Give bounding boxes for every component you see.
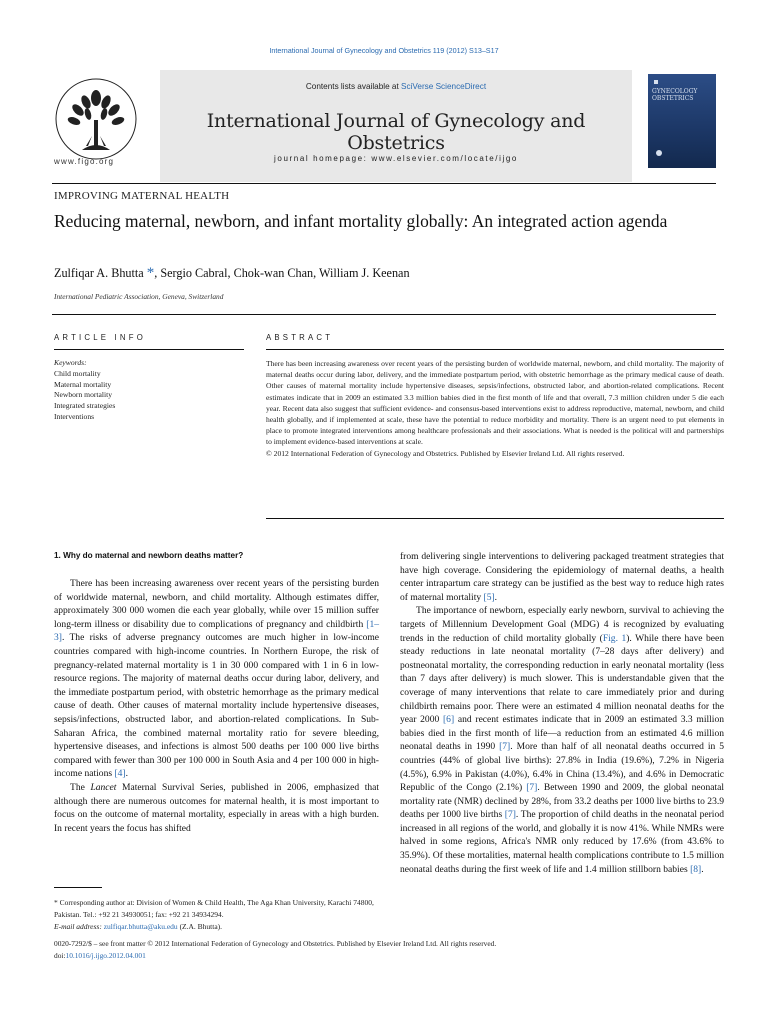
doi-line: doi:10.1016/j.ijgo.2012.04.001	[54, 950, 146, 960]
corresponding-author-footnote	[54, 897, 384, 932]
figo-url[interactable]: www.figo.org	[54, 157, 115, 166]
citation-link[interactable]: [7]	[504, 809, 516, 821]
section-1-heading: 1. Why do maternal and newborn deaths matter?	[54, 551, 244, 560]
abstract-copyright: © 2012 International Federation of Gynecology and Obstetrics. Published by Elsevier Ireland Ltd. All rights reserved.	[266, 448, 625, 458]
figure-link[interactable]: Fig. 1	[602, 632, 627, 644]
keyword-item: Child mortality	[54, 368, 101, 378]
left-column	[54, 577, 379, 835]
abstract-bottom-rule	[266, 518, 724, 519]
keyword-item: Integrated strategies	[54, 401, 116, 411]
keywords-label: Keywords:	[54, 358, 87, 367]
author-list	[54, 265, 410, 282]
running-head[interactable]: International Journal of Gynecology and Obstetrics 119 (2012) S13–S17	[269, 46, 499, 55]
contents-prefix: Contents lists available at	[305, 82, 402, 91]
journal-cover-thumbnail	[648, 74, 716, 168]
abstract-body	[266, 358, 724, 459]
other-authors: , Sergio Cabral, Chok-wan Chan, William J. Keenan	[154, 266, 410, 280]
corresponding-author-marker[interactable]: *	[146, 265, 155, 281]
paragraph: The importance of newborn, especially early newborn, survival to achieving the targets of Millennium Development Goal (MDG) 4 is recognized by evaluating trends in the reduction of child mortality globally (Fig. 1). While there have been steady reductions in late neonatal mortality (7–28 days after delivery) and postneonatal mortality, the corresponding reduction in early neonatal mortality (less than 7 days after delivery) is much slower. This is understandable given that the coverage of many interventions that relate to care immediately prior and during childbirth remains poor. There were an estimated 4 million neonatal deaths for the year 2000 [6] and recent estimates indicate that in 2009 an estimated 3.3 million babies died in the first month of life—a reduction from an estimated 4.6 million neonatal deaths in 1990 [7]. More than half of all neonatal deaths occurred in 5 countries (44% of global live births): 27.8% in India (19.6%), 7.2% in Nigeria (4.5%), 6.9% in Pakistan (4.0%), 6.4% in China (13.4%), and 4.6% in Democratic Republic of the Congo (2.1%) [7]. Between 1990 and 2009, the global neonatal mortality rate (NMR) declined by 28%, from 33.2 deaths per 1000 live births to 23.9 deaths per 1000 live births [7]. The proportion of child deaths in the neonatal period increased in all regions of the world, and globally it is now 41%. While NMRs were halved in some regions, Africa's NMR only reduced by 17.6% (from 43.6% to 35.9%). Of these mortalities, maternal health complications contribute to 1.5 million neonatal deaths during the first week of life and 1.4 million stillborn babies [8].	[400, 605, 725, 875]
keyword-item: Interventions	[54, 411, 95, 421]
cover-title: GYNECOLOGY OBSTETRICS	[652, 88, 698, 102]
contents-line	[160, 82, 632, 91]
abstract-rule	[266, 349, 724, 350]
keyword-item: Newborn mortality	[54, 390, 112, 400]
figo-tree-logo-icon	[52, 76, 140, 162]
paragraph: from delivering single interventions to delivering packaged treatment strategies that have high coverage. Considering the epidemiology of maternal deaths, a health center intrapartum care strategy can be justified as the best way to reduce high rates of maternal mortality [5].	[400, 551, 724, 603]
citation-link[interactable]: [1–3]	[54, 618, 379, 644]
section-label: IMPROVING MATERNAL HEALTH	[54, 190, 230, 202]
citation-link[interactable]: [5]	[483, 591, 495, 603]
journal-homepage	[160, 154, 632, 163]
citation-link[interactable]: [6]	[443, 714, 455, 726]
citation-link[interactable]: [4]	[114, 768, 126, 780]
doi-link[interactable]: 10.1016/j.ijgo.2012.04.001	[65, 950, 146, 960]
article-info-heading: ARTICLE INFO	[54, 333, 146, 342]
homepage-prefix: journal homepage:	[274, 154, 372, 163]
article-title: Reducing maternal, newborn, and infant mortality globally: An integrated action agenda	[54, 211, 668, 231]
right-column	[400, 550, 724, 876]
first-author: Zulfiqar A. Bhutta	[54, 266, 147, 280]
journal-title: International Journal of Gynecology and Obstetrics	[206, 110, 586, 154]
keywords-block	[54, 358, 115, 423]
abstract-heading: ABSTRACT	[266, 333, 334, 342]
cover-emblem	[656, 150, 662, 156]
footnote-line: * Corresponding author at: Division of Women & Child Health, The Aga Khan University, Karachi 74800, Pakistan. Tel.: +92 21 34930051; fax: +92 21 34934294.	[54, 898, 374, 919]
cover-mark	[654, 80, 658, 84]
header-rule	[52, 183, 716, 184]
abstract-text: There has been increasing awareness over recent years of the persisting burden of worldwide maternal, newborn, and child mortality. The majority of maternal deaths occur during labor, delivery, and the immediate postpartum period, with obstetric hemorrhage as the primary medical cause of death. Other causes of maternal mortality include hypertensive diseases, sepsis/infections, obstructed labor, and abortion-related complications. Recent estimates indicate that in 2009 an estimated 3.3 million babies died in the first month of life and that overall, 7.3 million children under 5 die each year. Recent data also suggest that sufficient evidence- and consensus-based interventions exist to address reproductive, maternal, newborn, and child health globally, and if implemented at scale, these have the potential to reduce morbidity and mortality. There is an urgent need to put elements in place to promote integrated interventions among healthcare professionals and their associations. What is needed is the political will and partnerships to implement evidence-based interventions at scale.	[266, 359, 724, 447]
author-email-link[interactable]: zulfiqar.bhutta@aku.edu	[103, 921, 178, 931]
keyword-item: Maternal mortality	[54, 379, 112, 389]
sciencedirect-link[interactable]: SciVerse ScienceDirect	[401, 82, 487, 91]
affiliation: International Pediatric Association, Geneva, Switzerland	[54, 292, 224, 301]
footnote-rule	[54, 887, 102, 888]
citation-link[interactable]: [7]	[526, 782, 538, 794]
paragraph: The Lancet Maternal Survival Series, published in 2006, emphasized that although there are numerous outcomes for maternal health, it is most important to focus on the outcome of maternal mortality, especially in areas with a high burden. In recent years the focus has shifted	[54, 781, 380, 834]
front-matter-line	[54, 938, 724, 961]
title-rule	[52, 314, 716, 315]
citation-link[interactable]: [7]	[499, 741, 511, 753]
issn-line: 0020-7292/$ – see front matter © 2012 International Federation of Gynecology and Obstetrics. Published by Elsevier Ireland Ltd. All rights reserved.	[54, 939, 497, 948]
article-info-rule	[54, 349, 244, 350]
paragraph: There has been increasing awareness over recent years of the persisting burden of worldwide maternal, newborn, and child mortality. Although estimates differ, approximately 300 000 women die each year globally, while over 15 million suffer long-term illness or disability due to complications of pregnancy and childbirth [1–3]. The risks of adverse pregnancy outcomes are much higher in low-income countries compared with high-income countries. In Northern Europe, the risk of pregnancy-related maternal mortality is 1 in 30 000 compared with 1 in 6 in low-resource regions. The majority of maternal deaths occur during labor, delivery, and the immediate postpartum period, with obstetric hemorrhage as the primary medical cause of death. Other causes of maternal mortality include hypertensive diseases, sepsis/infections, obstructed labor, and abortion-related complications. In Sub-Saharan Africa, the combined maternal mortality ratio for severe bleeding, hypertensive diseases, and infections is almost 500 deaths per 100 000 live births compared with fewer than 300 per 100 000 in South Asia and 4 per 100 000 in high-income nations [4].	[54, 578, 379, 780]
footnote-email-line: E-mail address: zulfiqar.bhutta@aku.edu (Z.A. Bhutta).	[54, 921, 223, 931]
homepage-url[interactable]: www.elsevier.com/locate/ijgo	[371, 154, 518, 163]
citation-link[interactable]: [8]	[690, 863, 702, 875]
